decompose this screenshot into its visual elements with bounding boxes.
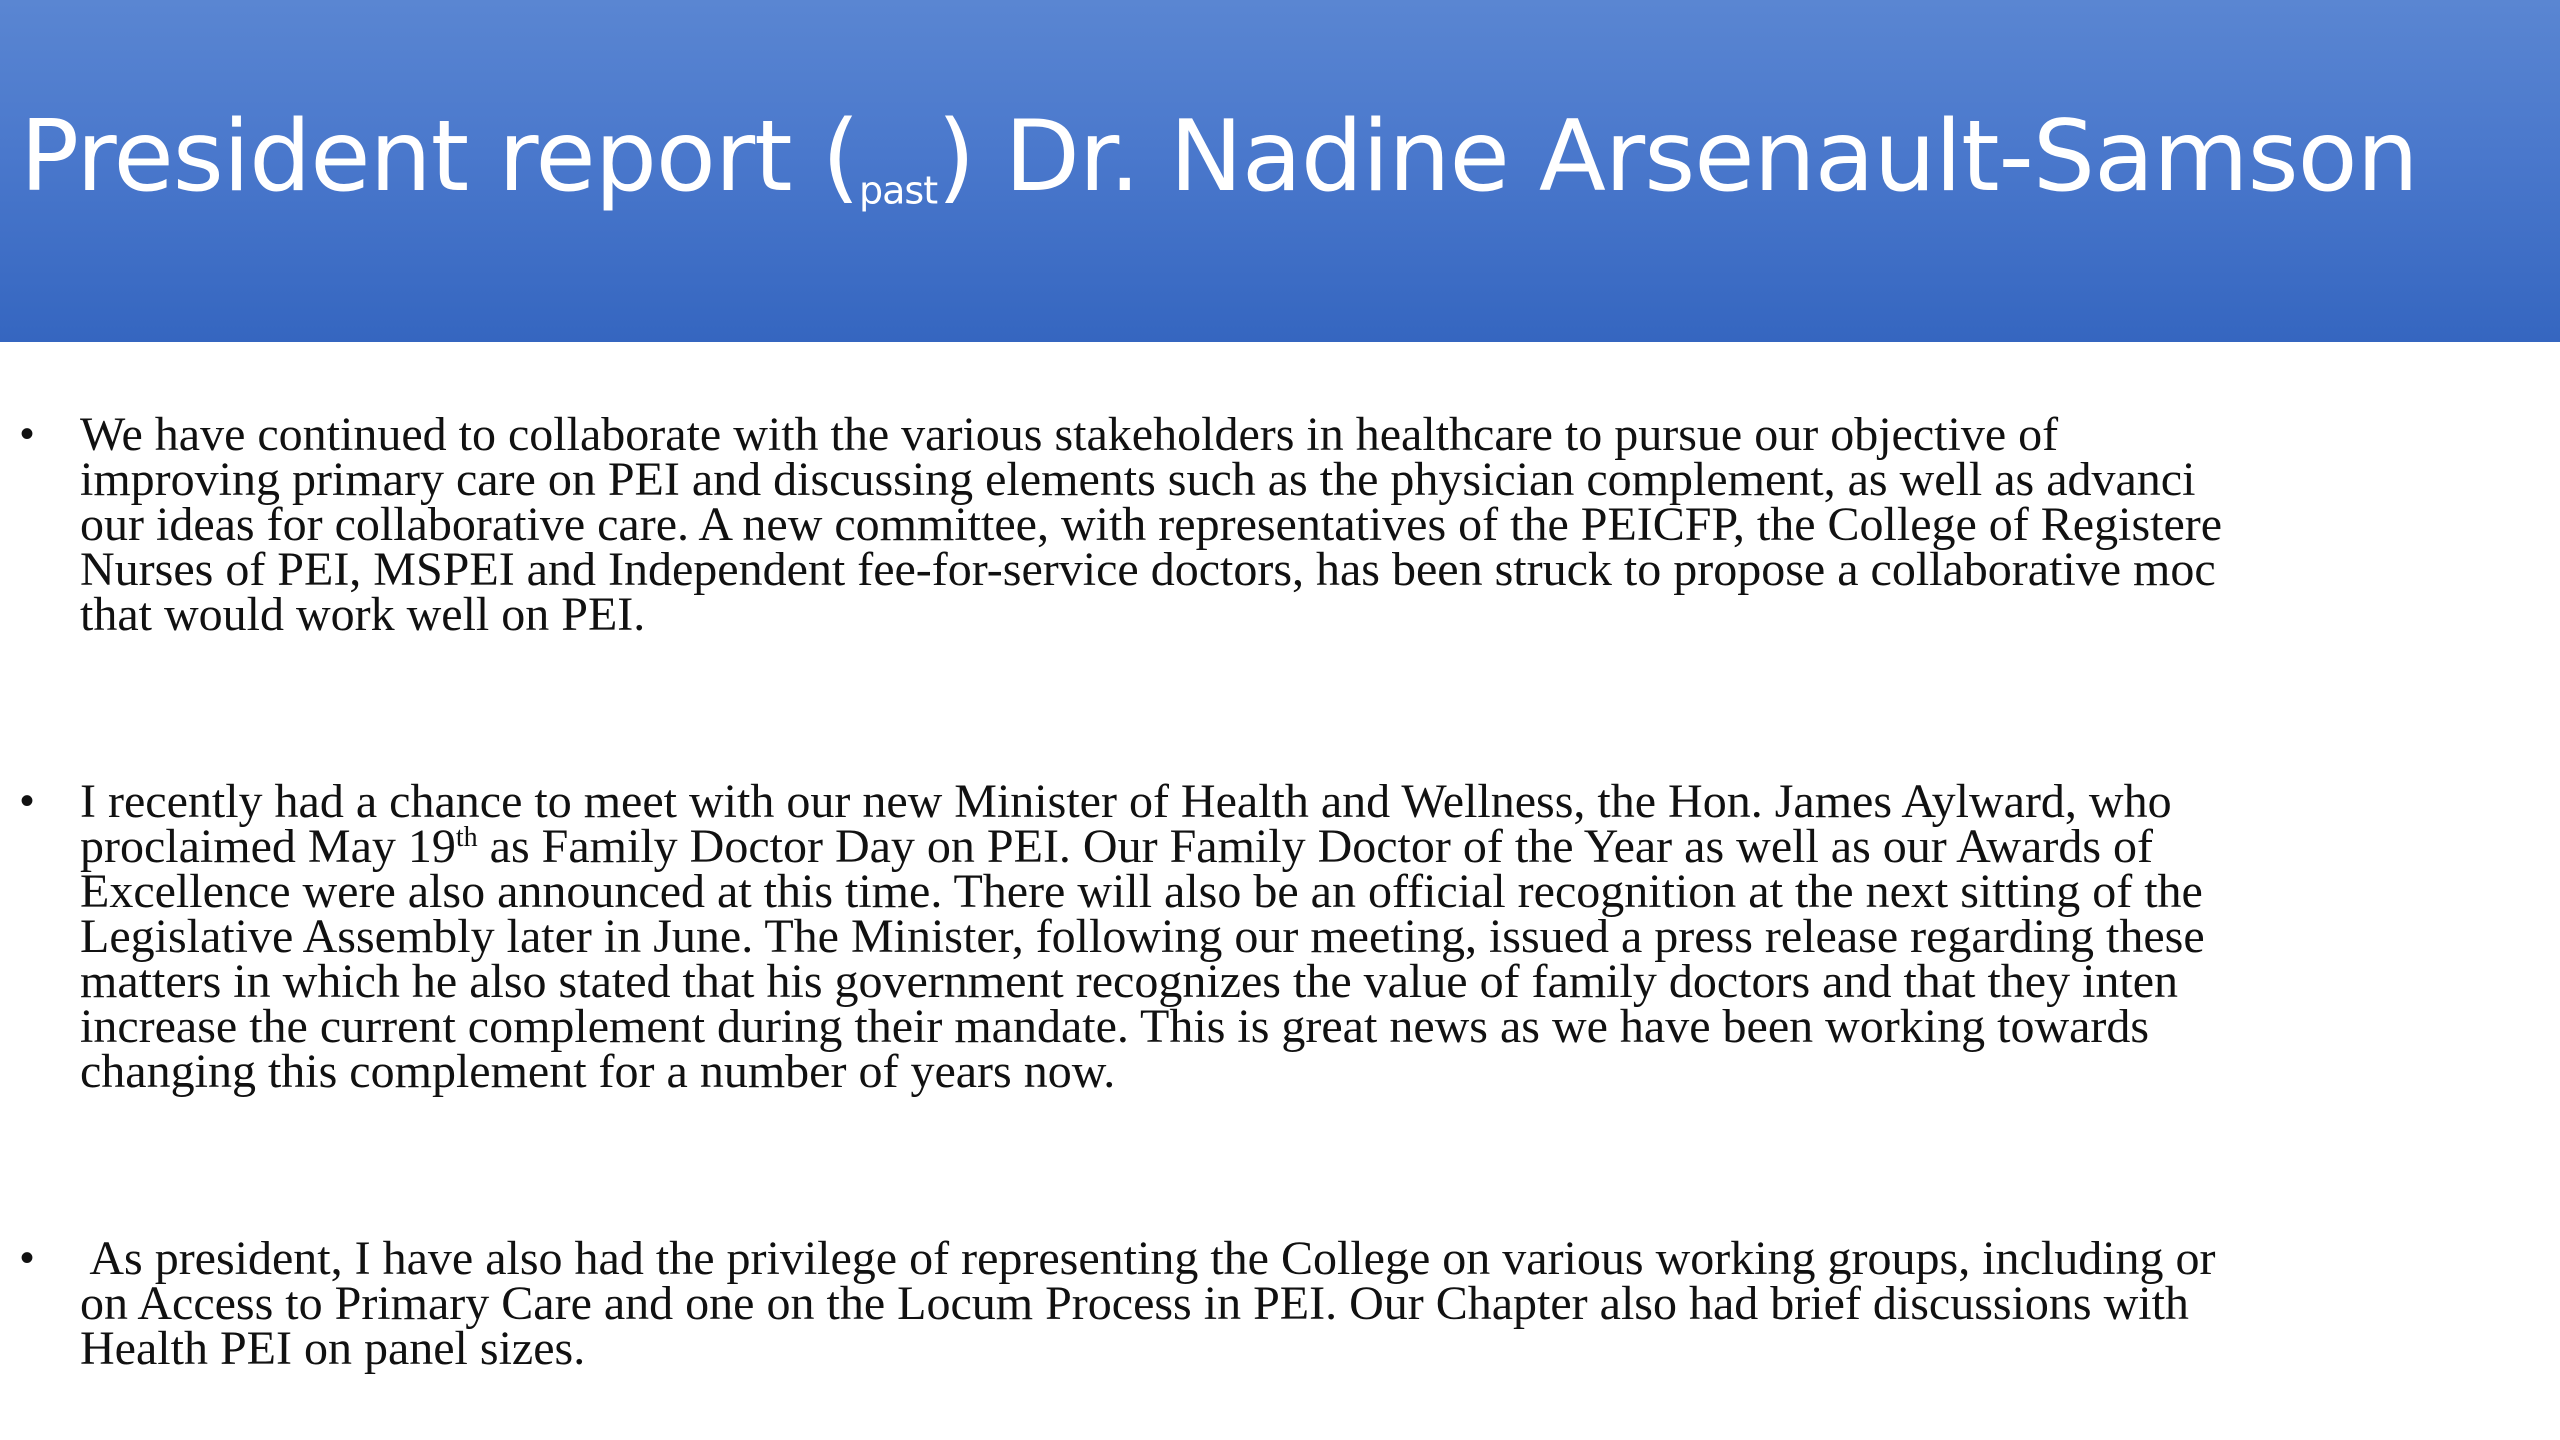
paragraph-line: increase the current complement during their mandate. This is great news as we have been working towards [80,1000,2150,1053]
paragraph-line: Health PEI on panel sizes. [80,1322,586,1375]
paragraph-line [80,820,2560,873]
paragraph-line: Nurses of PEI, MSPEI and Independent fee-for-service doctors, has been struck to propose a collaborative moc [80,543,2216,596]
line-text-before-superscript: proclaimed May 19 [80,820,456,873]
paragraph-line: I recently had a chance to meet with our new Minister of Health and Wellness, the Hon. James Aylward, who [80,775,2172,828]
paragraph-line: We have continued to collaborate with the various stakeholders in healthcare to pursue our objective of [80,408,2059,461]
paragraph-line: changing this complement for a number of years now. [80,1045,1116,1098]
ordinal-superscript: th [455,822,478,853]
paragraph-line: As president, I have also had the privilege of representing the College on various working groups, including or [80,1232,2216,1285]
bullet-paragraph-working-groups [0,1232,2560,1375]
paragraph-line: Legislative Assembly later in June. The Minister, following our meeting, issued a press release regarding these [80,910,2205,963]
title-bar [0,0,2560,342]
bullet-marker: • [20,1236,35,1280]
paragraph-line: on Access to Primary Care and one on the Locum Process in PEI. Our Chapter also had brief discussions with [80,1277,2189,1330]
bullet-marker: • [20,779,35,823]
title-suffix: ) Dr. Nadine Arsenault-Samson [937,100,2418,214]
title-prefix: President report ( [20,100,859,214]
slide-title [20,100,2418,214]
slide-content [0,408,2560,1375]
paragraph-line: improving primary care on PEI and discussing elements such as the physician complement, as well as advanci [80,453,2196,506]
bullet-paragraph-collaboration [0,408,2560,641]
paragraph-line: our ideas for collaborative care. A new committee, with representatives of the PEICFP, the College of Registere [80,498,2223,551]
paragraph-line: that would work well on PEI. [80,588,646,641]
line-text-after-superscript: as Family Doctor Day on PEI. Our Family Doctor of the Year as well as our Awards of [477,820,2153,873]
bullet-marker: • [20,412,35,456]
bullet-paragraph-minister-meeting [0,775,2560,1098]
paragraph-line: Excellence were also announced at this time. There will also be an official recognition at the next sitting of the [80,865,2203,918]
title-paren-word: past [858,168,938,213]
paragraph-line: matters in which he also stated that his government recognizes the value of family doctors and that they inten [80,955,2179,1008]
